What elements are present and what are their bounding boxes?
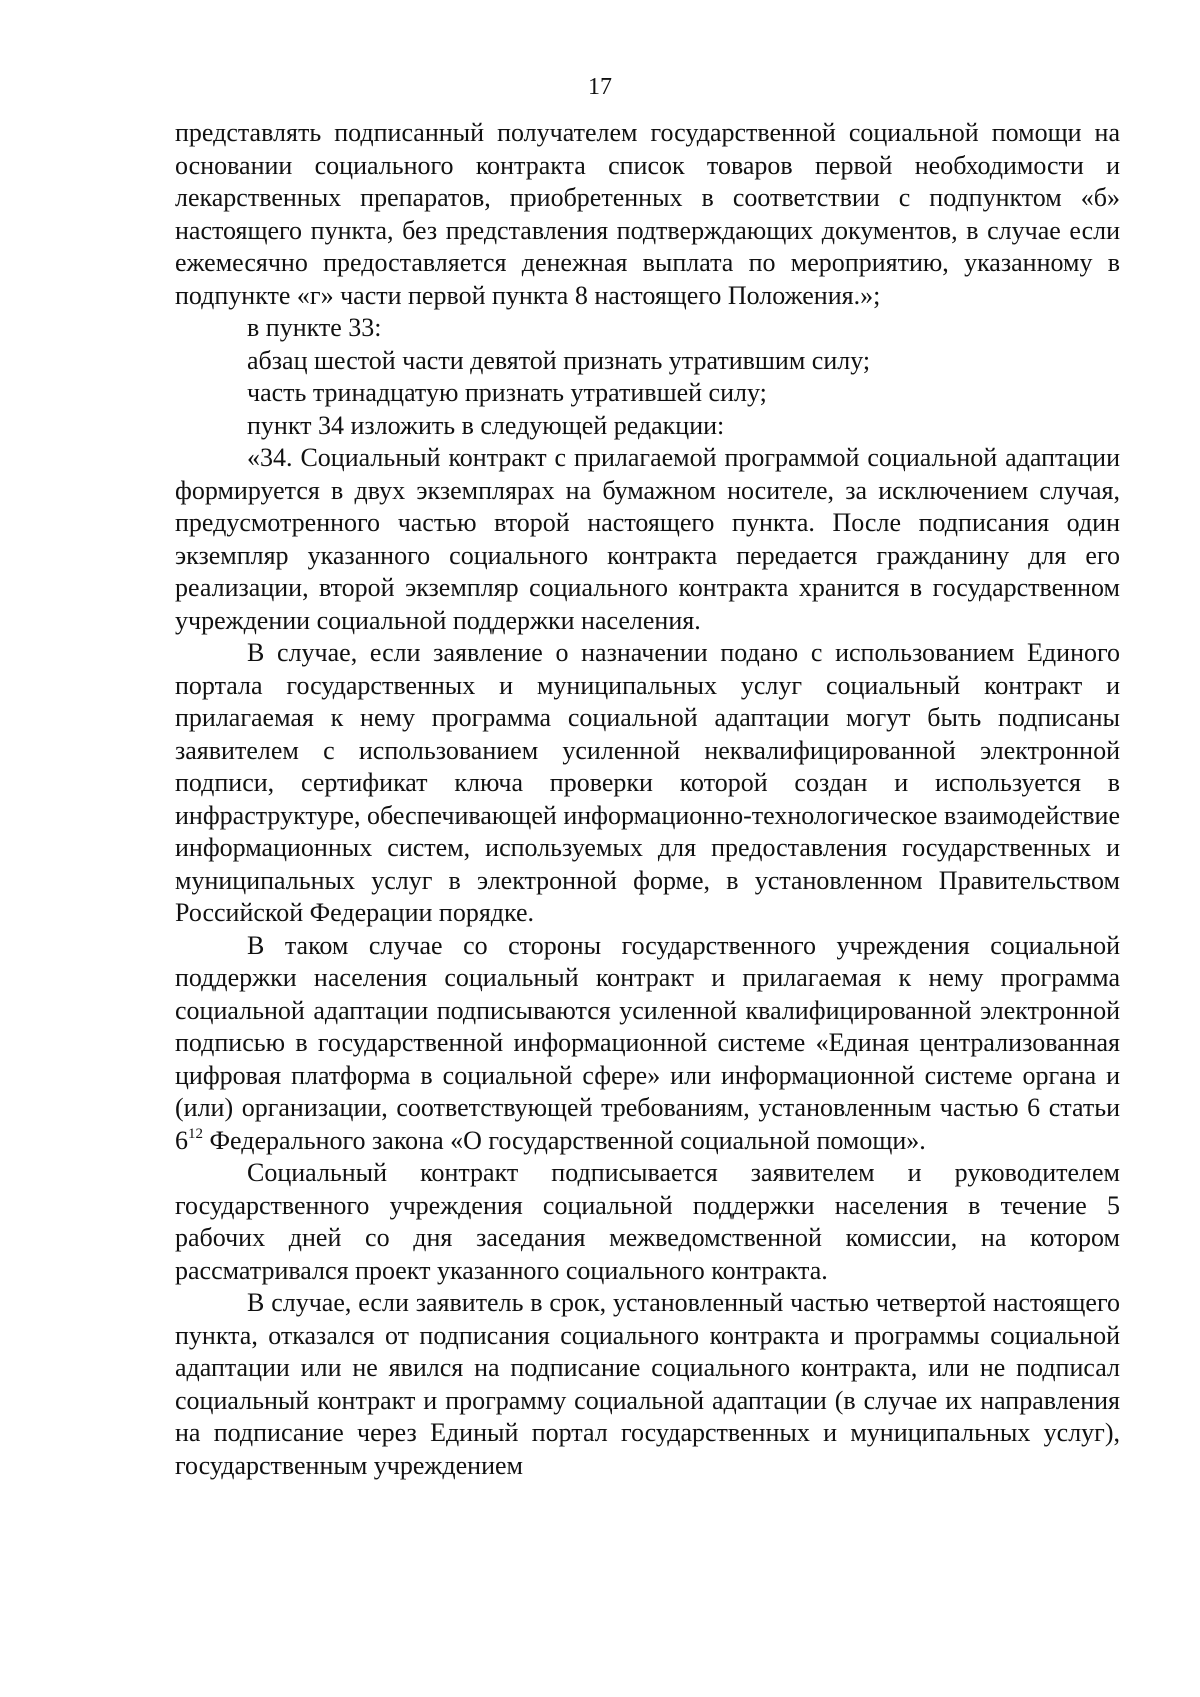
- page-number: 17: [588, 74, 612, 100]
- paragraph-continuation: представлять подписанный получателем государственной социальной помощи на основании социального контракта список товаров первой необходимости и лекарственных препаратов, приобретенных в соответствии с подпунктом «б» настоящего пункта, без представления подтверждающих документов, в случае если ежемесячно предоставляется денежная выплата по мероприятию, указанному в подпункте «г» части первой пункта 8 настоящего Положения.»;: [175, 118, 1120, 310]
- paragraph-item-34-text: «34. Социальный контракт с прилагаемой программой социальной адаптации формируется в двух экземплярах на бумажном носителе, за исключением случая, предусмотренного частью второй настоящего пункта. После подписания один экземпляр указанного социального контракта передается гражданину для его реализации, второй экземпляр социального контракта хранится в государственном учреждении социальной поддержки населения.: [175, 443, 1120, 635]
- paragraph-amendment-part-13: часть тринадцатую признать утратившей силу;: [247, 378, 767, 407]
- paragraph-amendment-part-9: абзац шестой части девятой признать утратившим силу;: [247, 345, 871, 375]
- article-superscript: 12: [188, 1125, 203, 1142]
- paragraph-item-33: в пункте 33:: [247, 313, 382, 342]
- paragraph-signing-deadline: Социальный контракт подписывается заявителем и руководителем государственного учреждения социальной поддержки населения в течение 5 рабочих дней со дня заседания межведомственной комиссии, на котором рассматривался проект указанного социального контракта.: [175, 1158, 1120, 1285]
- paragraph-epgu-signing: В случае, если заявление о назначении подано с использованием Единого портала государственных и муниципальных услуг социальный контракт и прилагаемая к нему программа социальной адаптации могут быть подписаны заявителем с использованием усиленной неквалифицированной электронной подписи, сертификат ключа проверки которой создан и используется в инфраструктуре, обеспечивающей информационно-технологическое взаимодействие информационных систем, используемых для предоставления государственных и муниципальных услуг в электронной форме, в установленном Правительством Российской Федерации порядке.: [175, 638, 1120, 927]
- paragraph-institution-signing: [175, 930, 1120, 1158]
- paragraph-text-before: В таком случае со стороны государственного учреждения социальной поддержки населения социальный контракт и прилагаемая к нему программа социальной адаптации подписываются усиленной квалифицированной электронной подписью в государственной информационной системе «Единая централизованная цифровая платформа в социальной сфере» или информационной системе органа и (или) организации, соответствующей требованиям, установленным частью 6 статьи 6: [175, 930, 1120, 1155]
- document-body: [175, 117, 1120, 1482]
- paragraph-text-after: Федерального закона «О государственной социальной помощи».: [203, 1125, 926, 1155]
- paragraph-refusal-case: В случае, если заявитель в срок, установленный частью четвертой настоящего пункта, отказался от подписания социального контракта и программы социальной адаптации или не явился на подписание социального контракта, или не подписал социальный контракт и программу социальной адаптации (в случае их направления на подписание через Единый портал государственных и муниципальных услуг), государственным учреждением: [175, 1288, 1120, 1480]
- paragraph-item-34-intro: пункт 34 изложить в следующей редакции:: [247, 410, 725, 440]
